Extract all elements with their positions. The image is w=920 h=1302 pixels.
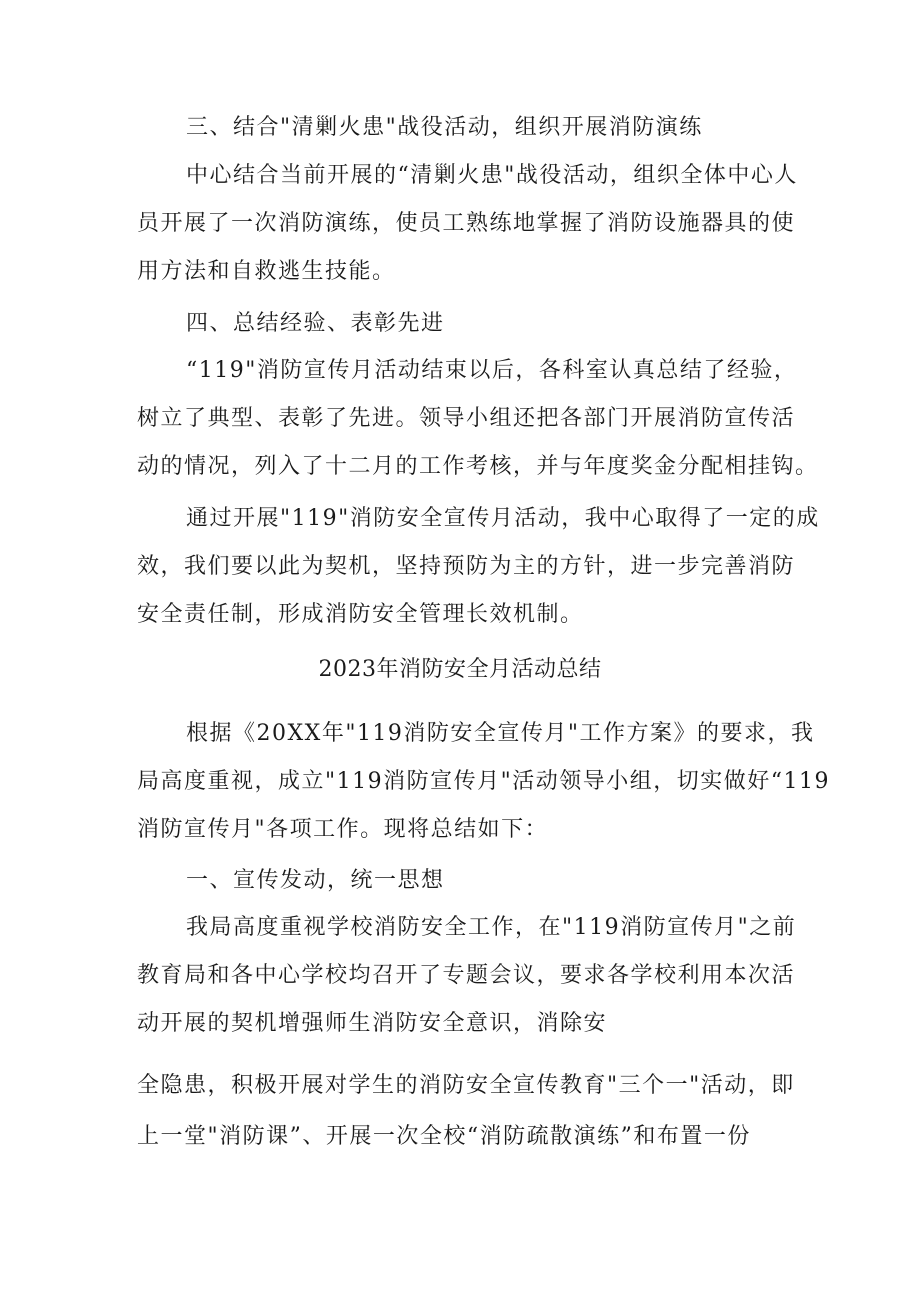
intro-line-1: 根据《20XX年"119消防安全宣传月"工作方案》的要求，我: [186, 721, 815, 746]
section-3-line-2: 员开展了一次消防演练，使员工熟练地掌握了消防设施器具的使: [137, 211, 796, 236]
section-3-line-1: 中心结合当前开展的“清剿火患"战役活动，组织全体中心人: [186, 163, 798, 188]
doc2-section-1-line-4: 全隐患，积极开展对学生的消防安全宣传教育"三个一"活动，即: [137, 1073, 795, 1098]
doc2-section-1-line-1: 我局高度重视学校消防安全工作，在"119消防宣传月"之前: [186, 915, 797, 940]
intro-line-3: 消防宣传月"各项工作。现将总结如下：: [137, 817, 549, 842]
section-3-heading: 三、结合"清剿火患"战役活动，组织开展消防演练: [186, 115, 703, 140]
intro-line-2: 局高度重视，成立"119消防宣传月"活动领导小组，切实做好“119: [137, 769, 830, 794]
section-4-line-3: 动的情况，列入了十二月的工作考核，并与年度奖金分配相挂钩。: [137, 454, 819, 479]
doc2-section-1-line-2: 教育局和各中心学校均召开了专题会议，要求各学校利用本次活: [137, 963, 796, 988]
document-title: 2023年消防安全月活动总结: [318, 657, 602, 682]
conclusion-line-3: 安全责任制，形成消防安全管理长效机制。: [137, 602, 584, 627]
section-4-heading: 四、总结经验、表彰先进: [186, 311, 445, 336]
conclusion-line-2: 效，我们要以此为契机，坚持预防为主的方针，进一步完善消防: [137, 554, 796, 579]
doc2-section-1-line-5: 上一堂"消防课”、开展一次全校“消防疏散演练”和布置一份: [137, 1124, 751, 1149]
doc2-section-1-heading: 一、宣传发动，统一思想: [186, 868, 445, 893]
section-3-line-3: 用方法和自救逃生技能。: [137, 259, 396, 284]
conclusion-line-1: 通过开展"119"消防安全宣传月活动，我中心取得了一定的成: [186, 506, 820, 531]
section-4-line-2: 树立了典型、表彰了先进。领导小组还把各部门开展消防宣传活: [137, 406, 796, 431]
section-4-line-1: “119"消防宣传月活动结束以后，各科室认真总结了经验，: [186, 358, 798, 383]
doc2-section-1-line-3: 动开展的契机增强师生消防安全意识，消除安: [137, 1011, 608, 1036]
